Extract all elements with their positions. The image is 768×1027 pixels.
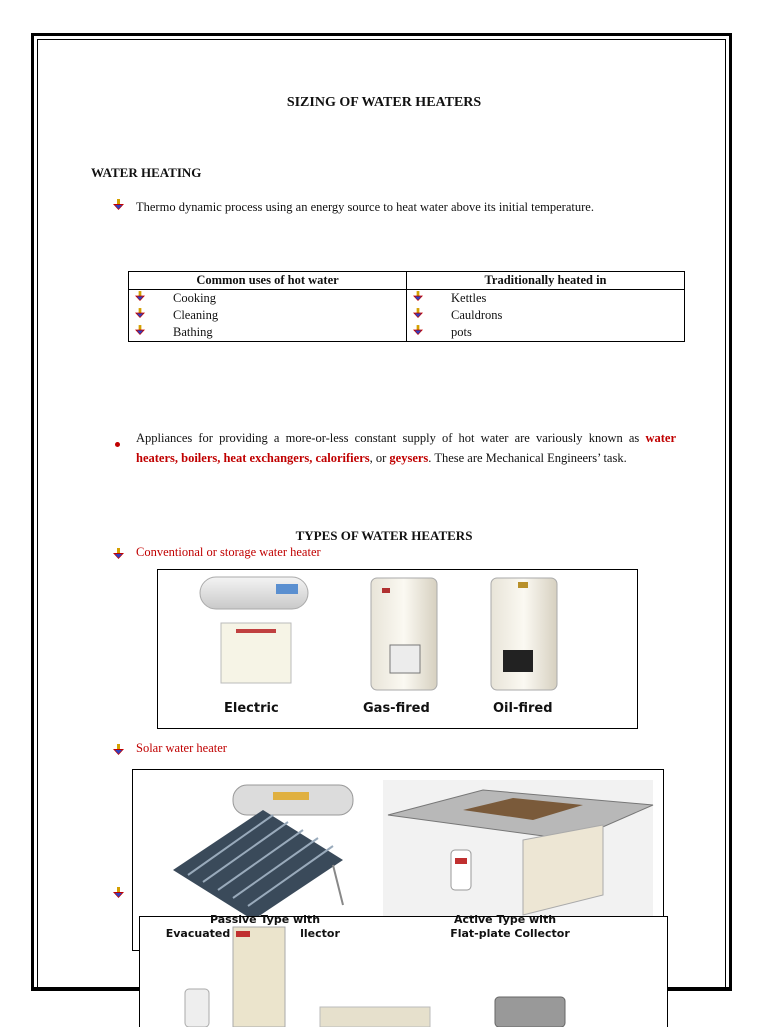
arrow-bullet-icon bbox=[113, 743, 124, 761]
solar-heater-label: Solar water heater bbox=[136, 741, 227, 755]
image-label-active: Active Type with bbox=[453, 913, 557, 926]
arrow-bullet-icon bbox=[113, 198, 124, 216]
appliances-terms: water heaters, boilers, heat exchangers, calorifiers bbox=[136, 431, 676, 465]
table-cell: Cleaning bbox=[173, 308, 219, 322]
appliances-text-after: . These are Mechanical Engineers’ task. bbox=[428, 451, 627, 465]
image-label-gas-fired: Gas-fired bbox=[363, 701, 430, 716]
arrow-bullet-icon bbox=[113, 547, 124, 565]
arrow-bullet-icon bbox=[413, 307, 423, 324]
arrow-bullet-icon bbox=[413, 290, 423, 307]
arrow-bullet-icon bbox=[413, 324, 423, 341]
image-label-collector: llector bbox=[300, 927, 340, 940]
uses-table bbox=[128, 271, 685, 342]
arrow-bullet-icon bbox=[135, 307, 145, 324]
bottom-heaters-image bbox=[139, 913, 668, 1027]
table-header: Traditionally heated in bbox=[407, 272, 685, 290]
table-cell: Kettles bbox=[451, 291, 487, 305]
types-heading: TYPES OF WATER HEATERS bbox=[295, 528, 473, 543]
conventional-heater-label: Conventional or storage water heater bbox=[136, 545, 321, 559]
appliances-paragraph bbox=[136, 428, 676, 468]
image-label-passive: Passive Type with bbox=[209, 913, 321, 926]
table-row bbox=[129, 290, 685, 308]
appliances-text: Appliances for providing a more-or-less constant supply of hot water are variously known as bbox=[136, 431, 646, 445]
table-row bbox=[129, 307, 685, 324]
conventional-heaters-image bbox=[157, 569, 638, 729]
image-label-flat-plate: Flat-plate Collector bbox=[450, 927, 570, 940]
table-cell: pots bbox=[451, 325, 472, 339]
image-label-evacuated: Evacuated bbox=[165, 927, 231, 940]
document-title: SIZING OF WATER HEATERS bbox=[286, 95, 482, 110]
appliances-text-or: , or bbox=[369, 451, 390, 465]
definition-text: Thermo dynamic process using an energy source to heat water above its initial temperature. bbox=[136, 200, 594, 214]
arrow-bullet-icon bbox=[135, 290, 145, 307]
appliances-term-geysers: geysers bbox=[389, 451, 429, 465]
image-label-electric: Electric bbox=[224, 701, 279, 716]
arrow-bullet-icon bbox=[113, 886, 124, 904]
arrow-bullet-icon bbox=[135, 324, 145, 341]
table-row bbox=[129, 324, 685, 342]
table-cell: Cauldrons bbox=[451, 308, 503, 322]
image-label-oil-fired: Oil-fired bbox=[493, 701, 553, 716]
dot-bullet-icon bbox=[115, 434, 120, 452]
section-heading: WATER HEATING bbox=[91, 165, 202, 180]
table-cell: Bathing bbox=[173, 325, 213, 339]
table-cell: Cooking bbox=[173, 291, 217, 305]
table-header: Common uses of hot water bbox=[129, 272, 407, 290]
